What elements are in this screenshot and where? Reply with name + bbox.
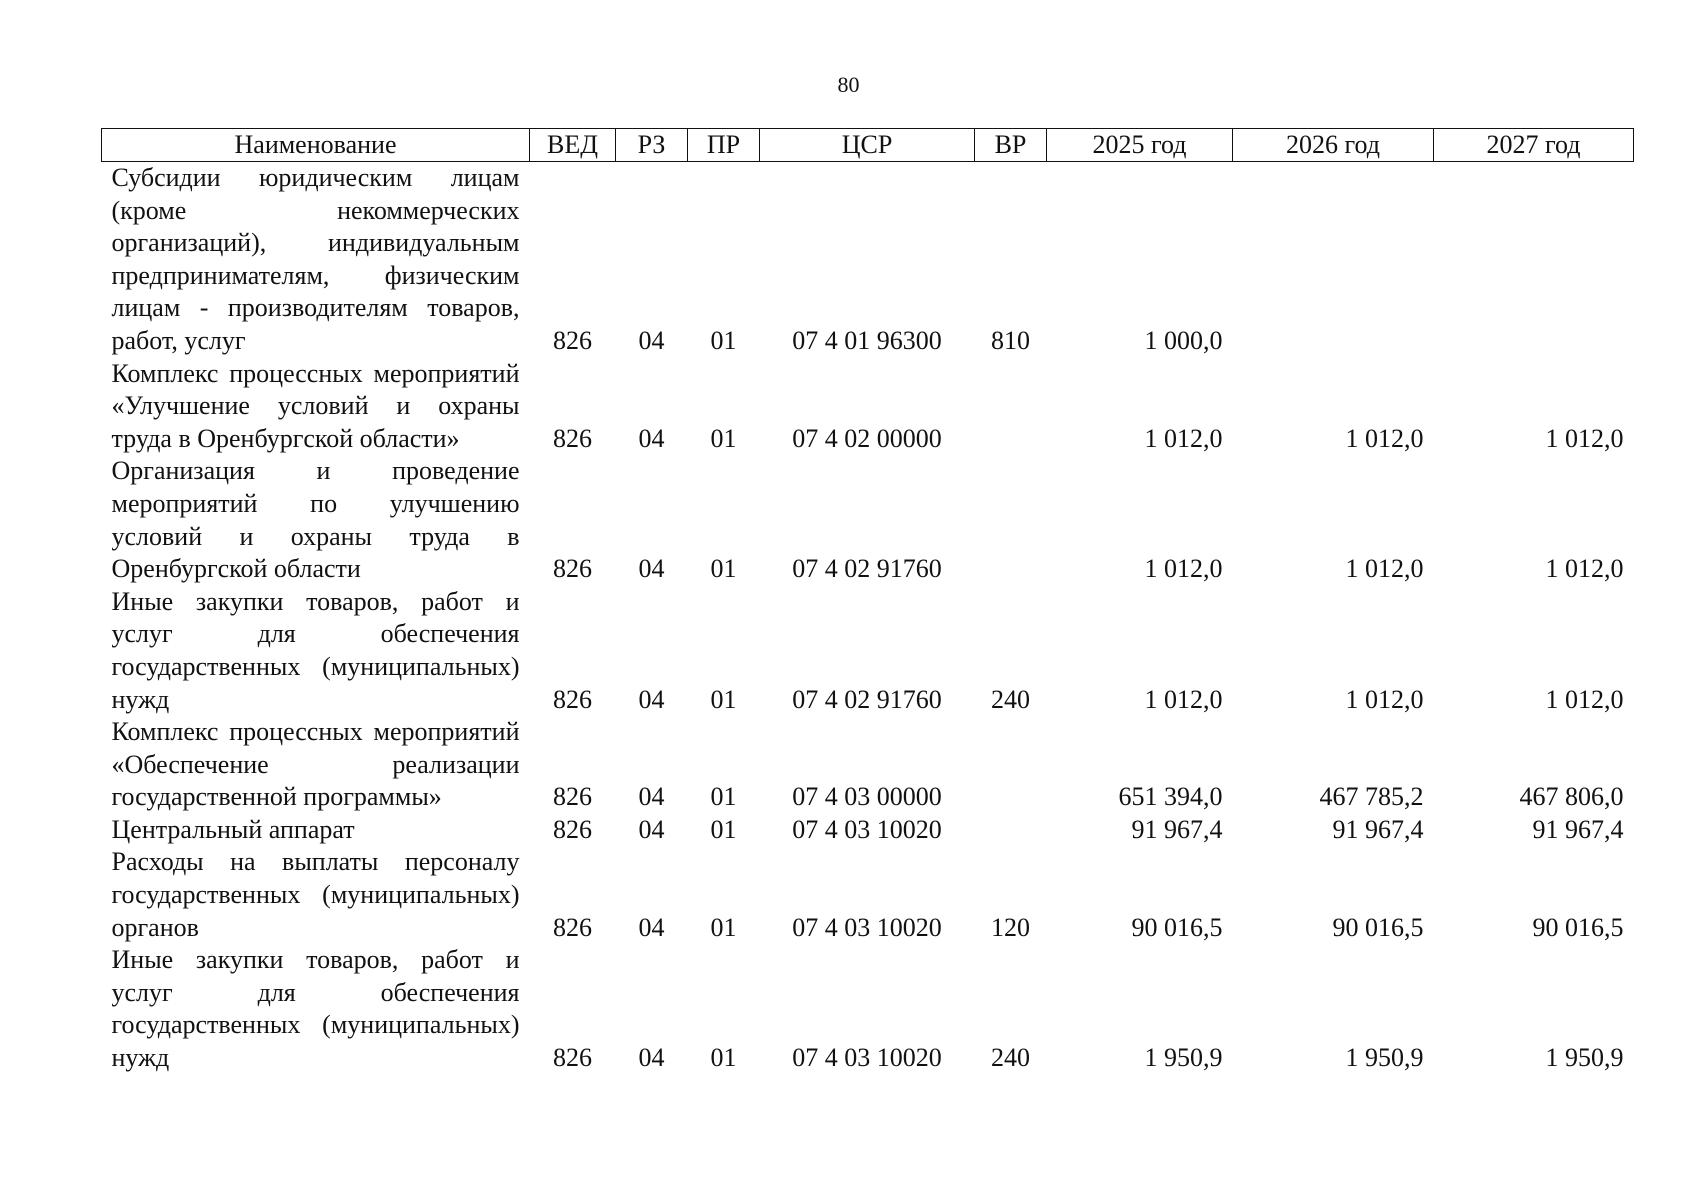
row-csr: 07 4 01 96300 <box>792 325 942 355</box>
row-2026: 1 012,0 <box>1345 554 1424 584</box>
row-rz: 04 <box>638 325 665 355</box>
row-name: Комплекс процессных мероприятий «Улучшение условий и охраны труда в Оренбургской области» <box>111 358 520 453</box>
row-2027: 1 950,9 <box>1545 1043 1624 1073</box>
table-row <box>102 162 1634 358</box>
table-row <box>102 716 1634 814</box>
budget-table <box>101 128 1634 1075</box>
row-name: Центральный аппарат <box>111 814 355 844</box>
row-2027: 467 806,0 <box>1519 782 1624 812</box>
row-name: Организация и проведение мероприятий по улучшению условий и охраны труда в Оренбургской области <box>111 456 520 584</box>
row-2026: 1 012,0 <box>1345 684 1424 714</box>
row-rz: 04 <box>638 684 665 714</box>
row-2025: 1 950,9 <box>1144 1043 1223 1073</box>
row-ved: 826 <box>553 684 592 714</box>
header-ved: ВЕД <box>530 129 616 162</box>
row-2026 <box>1233 162 1434 358</box>
row-2026: 91 967,4 <box>1332 814 1424 844</box>
row-rz: 04 <box>638 912 665 942</box>
row-2025: 1 012,0 <box>1144 554 1223 584</box>
row-2025: 90 016,5 <box>1131 912 1223 942</box>
header-pr: ПР <box>688 129 760 162</box>
row-2027: 1 012,0 <box>1545 554 1624 584</box>
header-vr: ВР <box>975 129 1047 162</box>
row-2027: 90 016,5 <box>1532 912 1624 942</box>
row-2026: 1 012,0 <box>1345 423 1424 453</box>
row-csr: 07 4 02 91760 <box>792 684 942 714</box>
row-csr: 07 4 03 00000 <box>792 782 942 812</box>
row-pr: 01 <box>710 684 737 714</box>
row-csr: 07 4 03 10020 <box>792 1043 942 1073</box>
header-2025: 2025 год <box>1047 129 1233 162</box>
row-vr <box>975 716 1047 814</box>
row-vr <box>975 358 1047 456</box>
table-row <box>102 455 1634 585</box>
row-vr: 810 <box>991 325 1030 355</box>
row-ved: 826 <box>553 814 592 844</box>
row-pr: 01 <box>710 325 737 355</box>
row-name: Субсидии юридическим лицам (кроме некоммерческих организаций), индивидуальным предпринимателям, физическим лицам - производителям товаров, работ, услуг <box>111 163 520 355</box>
row-ved: 826 <box>553 912 592 942</box>
row-2025: 1 012,0 <box>1144 684 1223 714</box>
header-2026: 2026 год <box>1233 129 1434 162</box>
row-pr: 01 <box>710 423 737 453</box>
row-name: Комплекс процессных мероприятий «Обеспечение реализации государственной программы» <box>111 717 520 812</box>
header-2027: 2027 год <box>1434 129 1634 162</box>
row-csr: 07 4 02 91760 <box>792 554 942 584</box>
row-rz: 04 <box>638 423 665 453</box>
table-row <box>102 944 1634 1074</box>
row-2025: 1 000,0 <box>1144 325 1223 355</box>
header-rz: РЗ <box>616 129 688 162</box>
row-ved: 826 <box>553 423 592 453</box>
row-ved: 826 <box>553 554 592 584</box>
table-row <box>102 358 1634 456</box>
row-vr: 120 <box>991 912 1030 942</box>
row-vr <box>975 455 1047 585</box>
row-2025: 91 967,4 <box>1131 814 1223 844</box>
table-row <box>102 814 1634 847</box>
row-pr: 01 <box>710 1043 737 1073</box>
row-vr: 240 <box>991 1043 1030 1073</box>
row-rz: 04 <box>638 814 665 844</box>
row-2026: 1 950,9 <box>1345 1043 1424 1073</box>
row-ved: 826 <box>553 782 592 812</box>
row-rz: 04 <box>638 554 665 584</box>
row-2027: 1 012,0 <box>1545 423 1624 453</box>
row-pr: 01 <box>710 814 737 844</box>
row-pr: 01 <box>710 782 737 812</box>
row-2025: 651 394,0 <box>1118 782 1223 812</box>
row-ved: 826 <box>553 325 592 355</box>
row-2026: 90 016,5 <box>1332 912 1424 942</box>
row-pr: 01 <box>710 912 737 942</box>
header-name: Наименование <box>102 129 530 162</box>
page-number: 80 <box>837 72 860 97</box>
header-csr: ЦСР <box>760 129 975 162</box>
row-csr: 07 4 02 00000 <box>792 423 942 453</box>
row-ved: 826 <box>553 1043 592 1073</box>
row-name: Расходы на выплаты персоналу государственных (муниципальных) органов <box>111 847 520 942</box>
row-2027: 1 012,0 <box>1545 684 1624 714</box>
row-csr: 07 4 03 10020 <box>792 814 942 844</box>
row-2027: 91 967,4 <box>1532 814 1624 844</box>
table-row <box>102 586 1634 716</box>
row-rz: 04 <box>638 782 665 812</box>
row-name: Иные закупки товаров, работ и услуг для обеспечения государственных (муниципальных) нужд <box>111 945 520 1073</box>
row-2027 <box>1434 162 1634 358</box>
table-row <box>102 846 1634 944</box>
row-pr: 01 <box>710 554 737 584</box>
table-header-row <box>102 129 1634 162</box>
row-vr <box>975 814 1047 847</box>
row-2025: 1 012,0 <box>1144 423 1223 453</box>
row-rz: 04 <box>638 1043 665 1073</box>
row-csr: 07 4 03 10020 <box>792 912 942 942</box>
row-vr: 240 <box>991 684 1030 714</box>
row-name: Иные закупки товаров, работ и услуг для обеспечения государственных (муниципальных) нужд <box>111 586 520 714</box>
row-2026: 467 785,2 <box>1319 782 1424 812</box>
